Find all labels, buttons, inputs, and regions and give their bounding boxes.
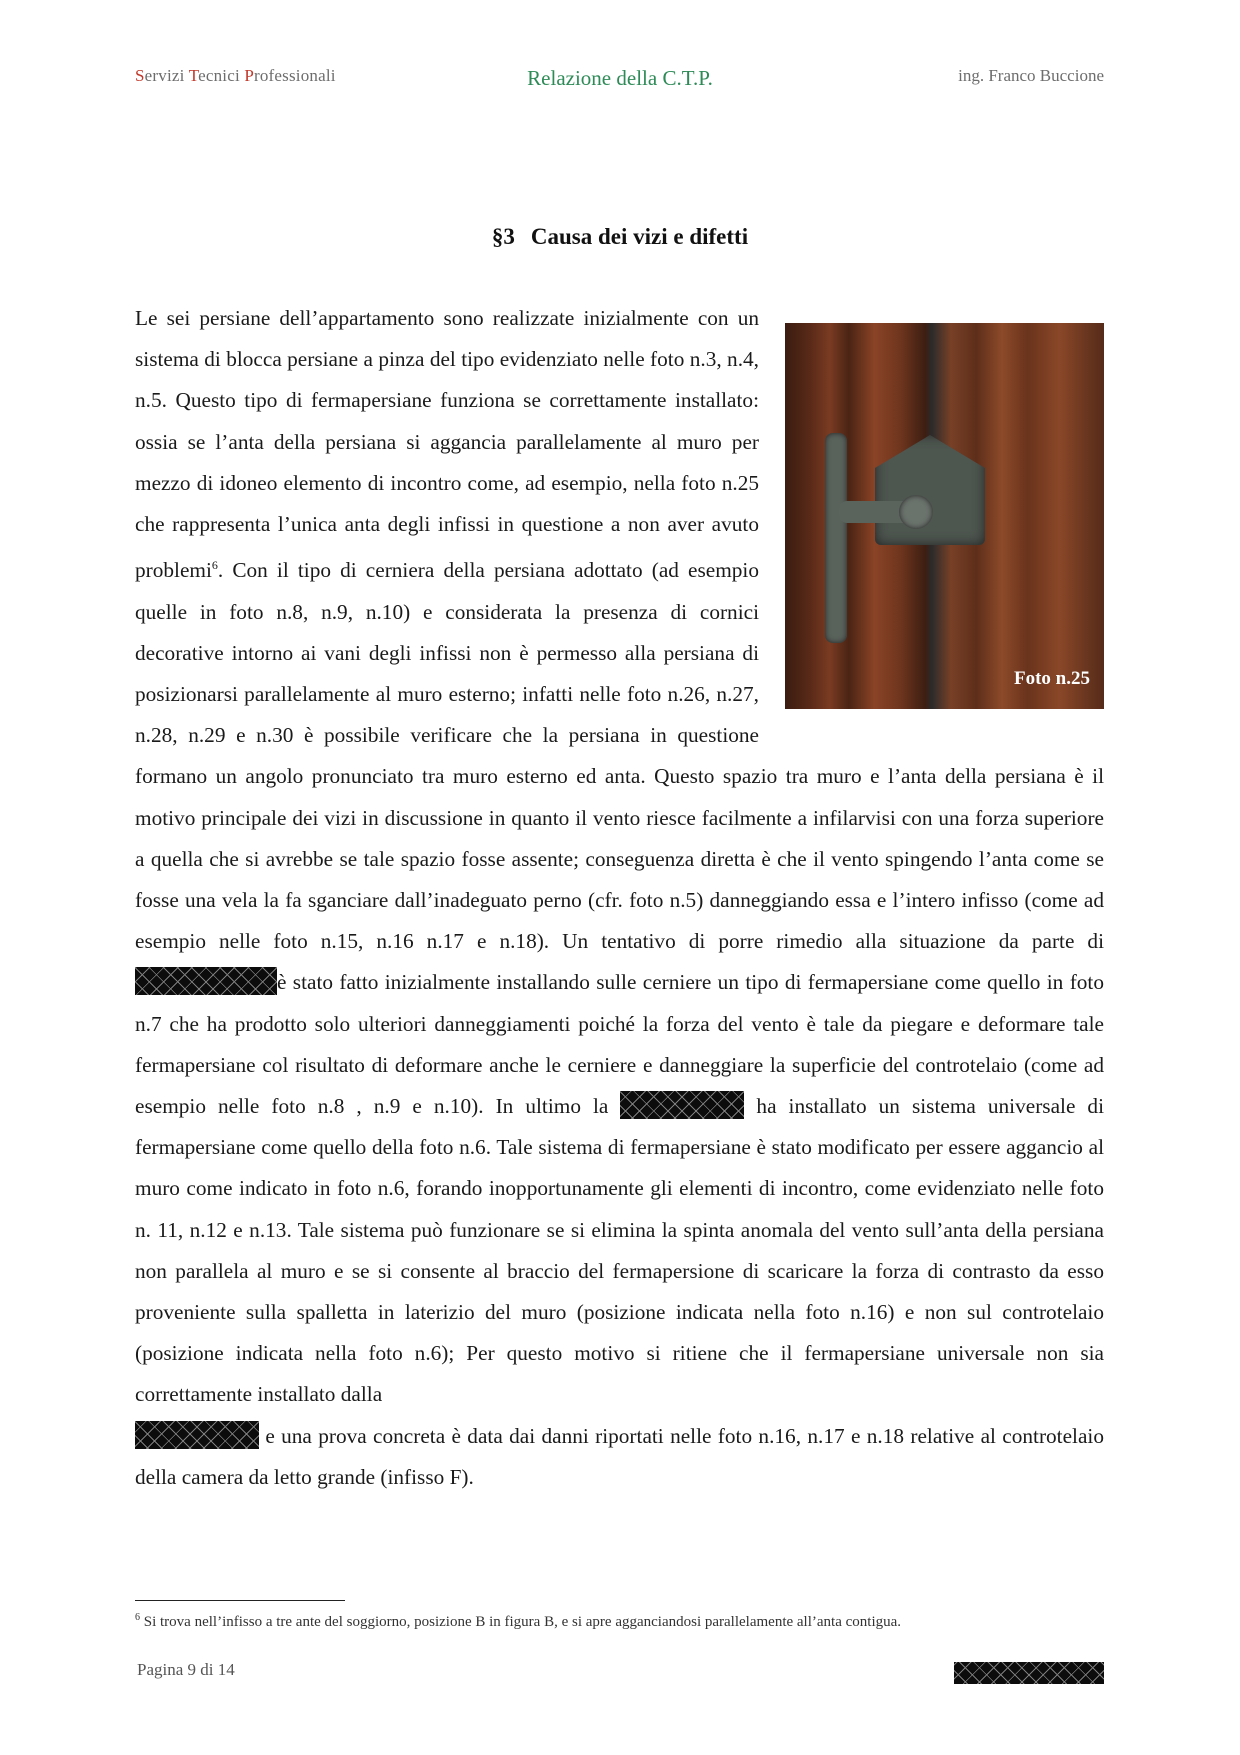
latch-plate-shape [875,435,985,545]
footnote-divider [135,1600,345,1601]
header-part: ecnici [198,66,245,85]
header-part: T [188,66,199,85]
body-paragraph [135,298,1104,1498]
redacted-footer-box [954,1662,1104,1684]
redacted-name-box [135,967,277,995]
window-latch-photo [785,323,1104,709]
section-title: Causa dei vizi e difetti [530,224,749,249]
latch-knob-shape [899,495,933,529]
footnote-text: Si trova nell’infisso a tre ante del soggiorno, posizione B in figura B, e si apre agganciandosi parallelamente all’anta contigua. [140,1614,902,1630]
body-text-segment: Le sei persiane dell’appartamento sono realizzate inizialmente con un sistema di blocca persiane a pinza del tipo evidenziato nelle foto n.3, n.4, n.5. Questo tipo di fermapersiane funziona se correttamente installato: ossia se l’anta della persiana si aggancia parallelamente al muro per mezzo di idoneo elemento di incontro come, ad esempio, nella foto n.25 che rappresenta l’unica anta degli infissi in questione a non aver avuto problemi [135,306,759,583]
header-part: P [244,66,254,85]
section-number: §3 [491,224,515,249]
header-part: rofessionali [254,66,336,85]
photo-caption: Foto n.25 [1014,667,1090,689]
section-heading [0,224,1240,250]
header-author: ing. Franco Buccione [958,66,1104,85]
footnote-reference: 6 [211,558,218,573]
body-text-segment: e una prova concreta è data dai danni riportati nelle foto n.16, n.17 e n.18 relative al controtelaio della camera da letto grande (infisso F). [135,1423,1104,1489]
header-document-title: Relazione della C.T.P. [527,66,713,90]
redacted-name-box [135,1421,259,1449]
page-number: Pagina 9 di 14 [137,1660,235,1679]
redacted-name-box [620,1091,744,1119]
body-text-segment: è stato fatto inizialmente installando sulle cerniere un tipo di fermapersiane come quello in foto n.7 che ha prodotto solo ulteriori danneggiamenti poiché la forza del vento è tale da piegare e deformare tale fermapersiane col risultato di deformare anche le cerniere e danneggiare la superficie del controtelaio (come ad esempio nelle foto n.8 , n.9 e n.10). In ultimo la [135,970,1104,1118]
body-text-segment: . Con il tipo di cerniera della persiana adottato (ad esempio quelle in foto n.8, n.9, n.10) e considerata la presenza di cornici decorative intorno ai vani degli infissi non è permesso alla persiana di posizionarsi parallelamente al muro esterno; infatti nelle foto n.26, n.27, n.28, n.29 e n.30 è possibile verificare che la persiana in questione formano un angolo pronunciato tra muro esterno ed anta. Questo spazio tra muro e l’anta della persiana è il motivo principale dei vizi in discussione in quanto il vento riesce facilmente a infilarvisi con una forza superiore a quella che si avrebbe se tale spazio fosse assente; conseguenza diretta è che il vento spingendo l’anta come se fosse una vela la fa sganciare dall’inadeguato perno (cfr. foto n.5) danneggiando essa e l’intero infisso (come ad esempio nelle foto n.15, n.16 n.17 e n.18). Un tentativo di porre rimedio alla situazione da parte di [135,558,1104,954]
header-part: S [135,66,145,85]
latch-bar-shape [825,433,847,643]
footnote-marker: 6 [135,1612,140,1623]
header-part: ervizi [144,66,189,85]
body-text-segment: ha installato un sistema universale di fermapersiane come quello della foto n.6. Tale sistema di fermapersiane è stato modificato per essere aggancio al muro come indicato in foto n.6, forando inopportunamente gli elementi di incontro, come evidenziato nelle foto n. 11, n.12 e n.13. Tale sistema può funzionare se si elimina la spinta anomala del vento sull’anta della persiana non parallela al muro e se si consente al braccio del fermapersione di scaricare la forza di contrasto da esso proveniente sulla spalletta in laterizio del muro (posizione indicata nella foto n.16) e non sul controtelaio (posizione indicata nella foto n.6); Per questo motivo si ritiene che il fermapersiane universale non sia correttamente installato dalla [135,1093,1104,1407]
footnote [135,1612,901,1631]
